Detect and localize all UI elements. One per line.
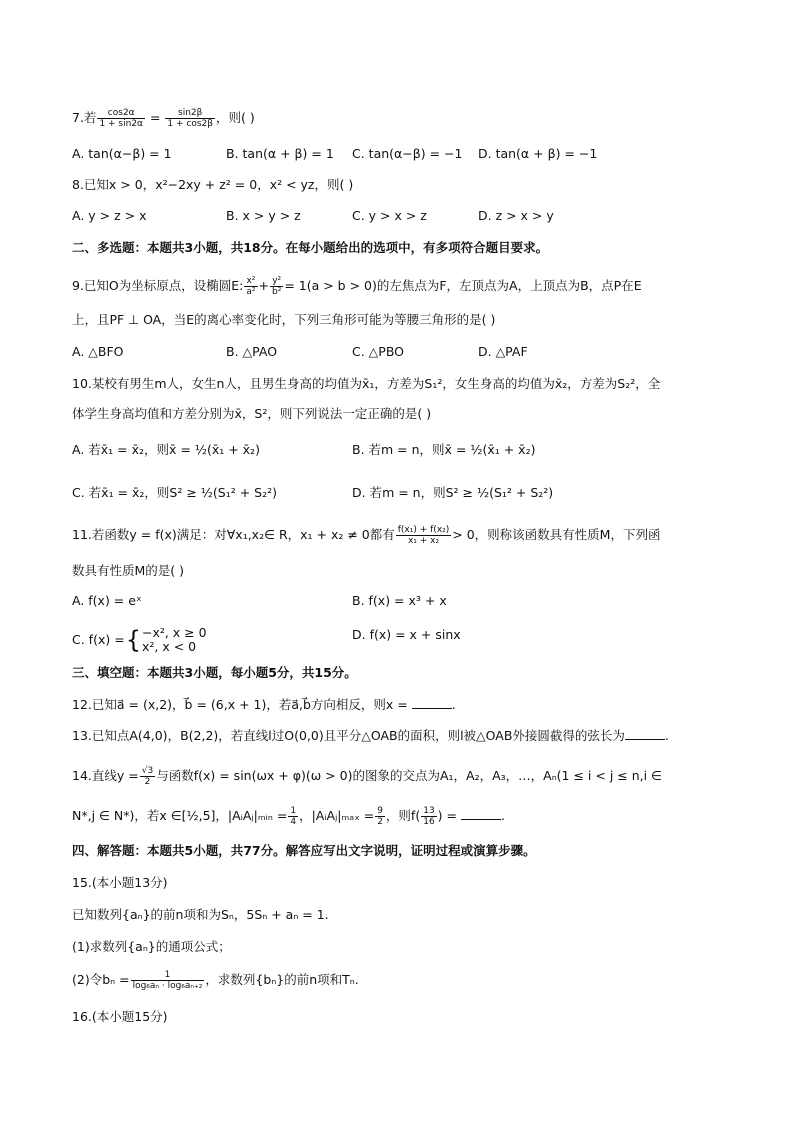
q11-option-a: A. f(x) = eˣ [72,593,142,608]
question-11-stem-line1: 11.若函数y = f(x)满足：对∀x₁,x₂∈ R，x₁ + x₂ ≠ 0都有 $\frac{\text{f(x₁) + f(x₂)}}{\text{x₁ + x₂}}$ > 0，则称该函数具有性质M，下列函 [72,525,661,546]
q14-fraction-sqrt3: $\frac{√3}{2}$ [141,766,154,787]
question-9-stem-line1: 9.已知O为坐标原点，设椭圆E: $\frac{\text{x²}}{\text{a²}}$ + $\frac{\text{y²}}{\text{b²}}$ = 1(a > b > 0)的左焦点为F，左顶点为A，上顶点为B，点P在E [72,276,642,297]
q14-answer-blank[interactable] [461,807,501,820]
question-12-stem: 12.已知a⃗ = (x,2)，b⃗ = (6,x + 1)，若a⃗,b⃗方向相反，则x = . [72,697,456,712]
question-11-stem-line2: 数具有性质M的是( ) [72,563,185,578]
q8-option-d: D. z > x > y [478,208,554,223]
q10-option-b: B. 若m = n，则x̄ = ½(x̄₁ + x̄₂) [352,442,536,457]
q7-fraction-left: $\frac{\cos 2\alpha}{1 + \sin 2\alpha}$ [99,108,143,129]
q10-option-a: A. 若x̄₁ = x̄₂，则x̄ = ½(x̄₁ + x̄₂) [72,442,260,457]
question-15-given: 已知数列{aₙ}的前n项和为Sₙ，5Sₙ + aₙ = 1. [72,907,329,922]
question-15-part1: (1)求数列{aₙ}的通项公式； [72,939,231,954]
q7-lead: 7.若 [72,110,97,125]
q8-option-c: C. y > x > z [352,208,427,223]
q7-option-c: C. tan(α−β) = −1 [352,146,463,161]
section-3-heading: 三、填空题：本题共3小题，每小题5分，共15分。 [72,665,357,680]
q11-option-b: B. f(x) = x³ + x [352,593,447,608]
question-9-stem-line2: 上，且PF ⊥ OA，当E的离心率变化时，下列三角形可能为等腰三角形的是( ) [72,312,496,327]
q9-option-a: A. △BFO [72,344,124,359]
section-4-heading: 四、解答题：本题共5小题，共77分。解答应写出文字说明，证明过程或演算步骤。 [72,843,536,858]
q7-fraction-right: $\frac{\sin 2\beta}{1 + \cos 2\beta}$ [167,108,214,129]
question-16-title: 16.(本小题15分) [72,1009,168,1024]
question-8-stem: 8.已知x > 0，x²−2xy + z² = 0，x² < yz，则( ) [72,177,354,192]
q9-fraction-x: $\frac{\text{x²}}{\text{a²}}$ [246,276,256,297]
q11-option-c: C. f(x) = { −x², x ≥ 0 x², x < 0 [72,625,207,654]
q8-option-b: B. x > y > z [226,208,301,223]
q9-option-b: B. △PAO [226,344,278,359]
q7-option-a: A. tan(α−β) = 1 [72,146,172,161]
question-13-stem: 13.已知点A(4,0)，B(2,2)，若直线l过O(0,0)且平分△OAB的面积，则l被△OAB外接圆截得的弦长为 . [72,728,669,743]
question-10-stem-line2: 体学生身高均值和方差分别为x̄，S²，则下列说法一定正确的是( ) [72,406,432,421]
q7-option-d: D. tan(α + β) = −1 [478,146,598,161]
q8-option-a: A. y > z > x [72,208,147,223]
question-15-part2: (2)令bₙ = $\frac{1}{\text{log₆aₙ · log₆aₙ₊₂}}$ ，求数列{bₙ}的前n项和Tₙ. [72,970,359,991]
q10-option-c: C. 若x̄₁ = x̄₂，则S² ≥ ½(S₁² + S₂²) [72,485,277,500]
q12-answer-blank[interactable] [412,696,452,709]
question-14-stem-line1: 14.直线y = $\frac{√3}{2}$ 与函数f(x) = sin(ωx + φ)(ω > 0)的图象的交点为A₁，A₂，A₃，…，Aₙ(1 ≤ i < j ≤ n,i ∈ [72,766,662,787]
q9-option-c: C. △PBO [352,344,405,359]
q15-fraction: $\frac{1}{\text{log₆aₙ · log₆aₙ₊₂}}$ [132,970,203,991]
q7-tail: ，则( ) [216,110,255,125]
question-15-title: 15.(本小题13分) [72,875,168,890]
q13-answer-blank[interactable] [625,727,665,740]
q7-option-b: B. tan(α + β) = 1 [226,146,334,161]
question-10-stem-line1: 10.某校有男生m人，女生n人，且男生身高的均值为x̄₁，方差为S₁²，女生身高的均值为x̄₂，方差为S₂²，全 [72,376,661,391]
question-14-stem-line2: N*,j ∈ N*)，若x ∈[½,5]，|AᵢAⱼ|ₘᵢₙ = $\frac{1}{4}$ ，|AᵢAⱼ|ₘₐₓ = $\frac{9}{2}$ ，则f( $\frac{13}{16}$ ) = . [72,806,505,827]
q9-fraction-y: $\frac{\text{y²}}{\text{b²}}$ [272,276,282,297]
q11-fraction: $\frac{\text{f(x₁) + f(x₂)}}{\text{x₁ + x₂}}$ [397,525,450,546]
q14-interval: [½,5] [181,808,216,823]
question-7-stem: 7.若 $\frac{\cos 2\alpha}{1 + \sin 2\alpha}$ = $\frac{\sin 2\beta}{1 + \cos 2\beta}$ ，则( ) [72,108,255,129]
q10-option-d: D. 若m = n，则S² ≥ ½(S₁² + S₂²) [352,485,554,500]
q11-brace: { [125,626,141,654]
q11-option-d: D. f(x) = x + sinx [352,627,461,642]
q9-option-d: D. △PAF [478,344,528,359]
section-2-heading: 二、多选题：本题共3小题，共18分。在每小题给出的选项中，有多项符合题目要求。 [72,240,549,255]
